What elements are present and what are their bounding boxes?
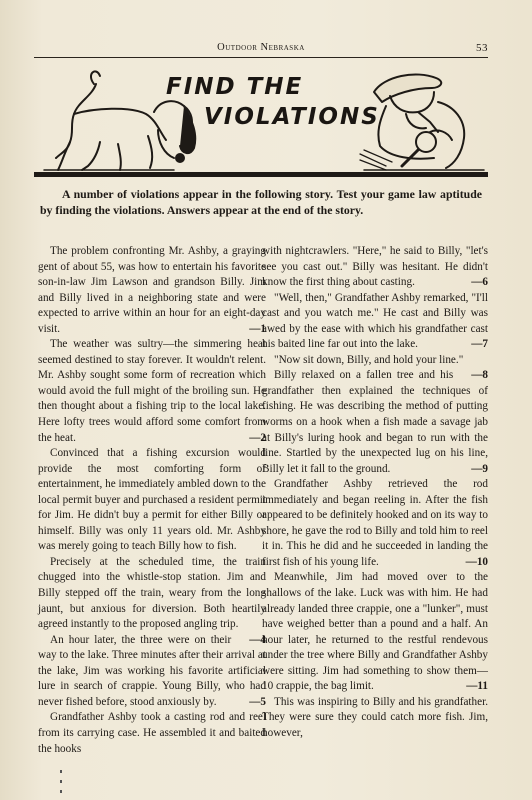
paragraph-text: with nightcrawlers. "Here," he said to Billy, "let's see you cast out." Billy was hesitant. He didn't know the first thing about casting. xyxy=(262,245,488,289)
story-paragraph xyxy=(38,710,266,757)
violation-marker: —2 xyxy=(249,431,266,444)
violation-marker: —4 xyxy=(249,633,266,646)
paragraph-text: The weather was sultry—the simmering heat seemed destined to stay forever. It wouldn't relent. Mr. Ashby sought some form of recreation which would avoid the full might of the broiling sun. He then thought about a fishing trip to the local lake. Here lofty trees would afford some comfort from the heat. xyxy=(38,338,266,444)
paragraph-text: An hour later, the three were on their way to the lake. Three minutes after their arrival at the lake, Jim was working his favorite artificial lure in search of crappie. Young Billy, who had never fished before, stood anxiously by. xyxy=(38,633,266,708)
story-paragraph xyxy=(262,368,488,477)
story-paragraph xyxy=(38,337,266,446)
paragraph-text: Convinced that a fishing excursion would provide the most comforting form of entertainment, he immediately ambled down to the local permit buyer and purchased a resident permit for Jim. He didn't buy a permit for either Billy or himself. Billy was only 11 years old. Mr. Ashby was merely going to teach Billy how to fish. xyxy=(38,447,266,553)
story-paragraph xyxy=(262,477,488,570)
violation-marker: —5 xyxy=(249,695,266,708)
violation-marker: —9 xyxy=(471,462,488,475)
running-head xyxy=(34,42,488,56)
story-paragraph xyxy=(38,244,266,337)
banner-title xyxy=(162,72,380,132)
paragraph-text: "Well, then," Grandfather Ashby remarked, "I'll cast and you watch me." He cast and Billy was awed by the ease with which his grandfather cast his baited line far out into the lake. xyxy=(262,291,488,351)
story-paragraph xyxy=(38,446,266,555)
violation-marker: —10 xyxy=(465,555,488,568)
paragraph-text: This was inspiring to Billy and his grandfather. They were sure they could catch more fish. Jim, however, xyxy=(262,695,488,739)
violation-marker: —7 xyxy=(471,338,488,351)
story-paragraph xyxy=(262,353,488,382)
paragraph-text: Grandfather Ashby retrieved the rod immediately and began reeling in. After the fish appeared to be definitely hooked and on its way to shore, he gave the rod to Billy and told him to reel it in. This he did and he succeeded in landing the first fish of his young life. xyxy=(262,478,488,568)
paragraph-text: Precisely at the scheduled time, the train chugged into the whistle-stop station. Jim and Billy stepped off the train, weary from the long jaunt, but anxious for diversion. Both heartily agreed instantly to the proposed angling trip. xyxy=(38,555,266,631)
page-number: 53 xyxy=(476,42,488,54)
binding-marks xyxy=(60,770,64,798)
magazine-title: Outdoor Nebraska xyxy=(217,42,305,53)
paragraph-text: "Now sit down, Billy, and hold your line." xyxy=(274,353,464,366)
violation-marker: —6 xyxy=(471,276,488,289)
title-banner xyxy=(34,62,488,176)
story-paragraph xyxy=(262,244,488,291)
paragraph-text: Meanwhile, Jim had moved over to the shallows of the lake. Luck was with him. He had already landed three crappie, one a "lunker", must have weighed better than a pound and a half. An hour later, he returned to the restful rendevous under the tree where Billy and Grandfather Ashby were sitting. Jim had something to show them—10 crappie, the bag limit. xyxy=(262,571,488,693)
banner-title-line-2: VIOLATIONS xyxy=(204,104,380,130)
intro-paragraph: A number of violations appear in the following story. Test your game law aptitude by finding the violations. Answers appear at the end of the story. xyxy=(40,187,482,217)
violation-marker: —11 xyxy=(466,680,488,693)
story-paragraph xyxy=(262,570,488,694)
violation-marker: —8 xyxy=(471,369,488,382)
story-paragraph xyxy=(38,555,266,646)
banner-rule xyxy=(34,172,488,177)
violation-marker: —1 xyxy=(249,322,266,335)
paragraph-text: Billy relaxed on a fallen tree and his grandfather then explained the techniques of fishing. He was describing the method of putting worms on a hook when a fish made a savage jab at Billy's luring hook and began to run with the line. Startled by the unexpected lug on his line, Billy let it fall to the ground. xyxy=(262,369,488,475)
story-paragraph xyxy=(262,695,488,742)
paragraph-text: The problem confronting Mr. Ashby, a graying gent of about 55, was how to entertain his favorite son-in-law Jim Lawson and grandson Billy. Jim and Billy lived in a neighboring state and were expected to arrive within an hour for an eight-day visit. xyxy=(38,245,266,335)
header-rule xyxy=(34,57,488,58)
story-paragraph xyxy=(262,291,488,353)
paragraph-text: Grandfather Ashby took a casting rod and reel from its carrying case. He assembled it and baited the hooks xyxy=(38,711,266,755)
right-column xyxy=(262,244,488,742)
left-column xyxy=(38,244,266,757)
banner-title-line-1: FIND THE xyxy=(166,74,304,100)
